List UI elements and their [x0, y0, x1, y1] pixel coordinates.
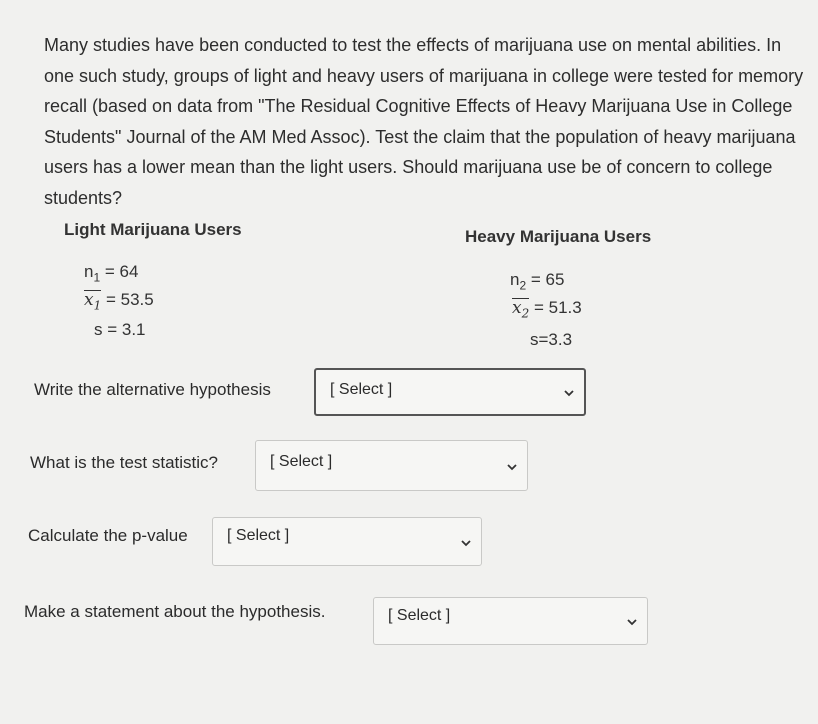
chevron-down-icon — [461, 538, 471, 548]
alt-hypothesis-select[interactable] — [314, 368, 586, 416]
light-n-symbol: n — [84, 262, 94, 281]
heavy-n — [510, 270, 564, 292]
chevron-down-icon — [507, 462, 517, 472]
light-n-value: = 64 — [100, 262, 139, 281]
heavy-n-value: = 65 — [526, 270, 565, 289]
p-value-select[interactable] — [212, 517, 482, 566]
light-xbar-subscript: 1 — [93, 298, 102, 313]
heavy-users-title: Heavy Marijuana Users — [465, 227, 652, 246]
heavy-n-subscript: 2 — [519, 278, 527, 293]
light-sd: s = 3.1 — [94, 320, 146, 339]
hypothesis-statement-select-value: [ Select ] — [388, 607, 451, 624]
alt-hypothesis-label: Write the alternative hypothesis — [34, 380, 271, 399]
chevron-down-icon — [627, 617, 637, 627]
hypothesis-statement-label: Make a statement about the hypothesis. — [24, 602, 326, 621]
p-value-select-value: [ Select ] — [227, 527, 290, 544]
test-statistic-select-value: [ Select ] — [270, 453, 333, 470]
heavy-xbar-symbol: x — [512, 298, 522, 318]
light-users-title: Light Marijuana Users — [64, 220, 242, 239]
test-statistic-label: What is the test statistic? — [30, 453, 219, 472]
question-text: Many studies have been conducted to test the effects of marijuana use on mental abilities. In one such study, groups of light and heavy users of marijuana in college were tested for memory recall (based on data from "The Residual Cognitive Effects of Heavy Marijuana Use in College Students" Journal of the AM Med Assoc). Test the claim that the population of heavy marijuana users has a lower mean than the light users. Should marijuana use be of concern to college students? — [44, 35, 804, 208]
test-statistic-select[interactable] — [255, 440, 528, 491]
heavy-xbar-subscript: 2 — [521, 306, 530, 321]
light-xbar-symbol: x — [84, 290, 94, 310]
light-n-subscript: 1 — [93, 270, 101, 285]
light-mean — [84, 290, 154, 313]
chevron-down-icon — [564, 388, 574, 398]
light-n — [84, 262, 138, 284]
heavy-n-symbol: n — [510, 270, 520, 289]
heavy-mean — [512, 298, 582, 321]
heavy-mean-value: = 51.3 — [529, 298, 582, 317]
hypothesis-statement-select[interactable] — [373, 597, 648, 645]
light-mean-value: = 53.5 — [101, 290, 154, 309]
p-value-label: Calculate the p-value — [28, 526, 188, 545]
alt-hypothesis-select-value: [ Select ] — [330, 381, 393, 398]
heavy-sd: s=3.3 — [530, 330, 573, 349]
